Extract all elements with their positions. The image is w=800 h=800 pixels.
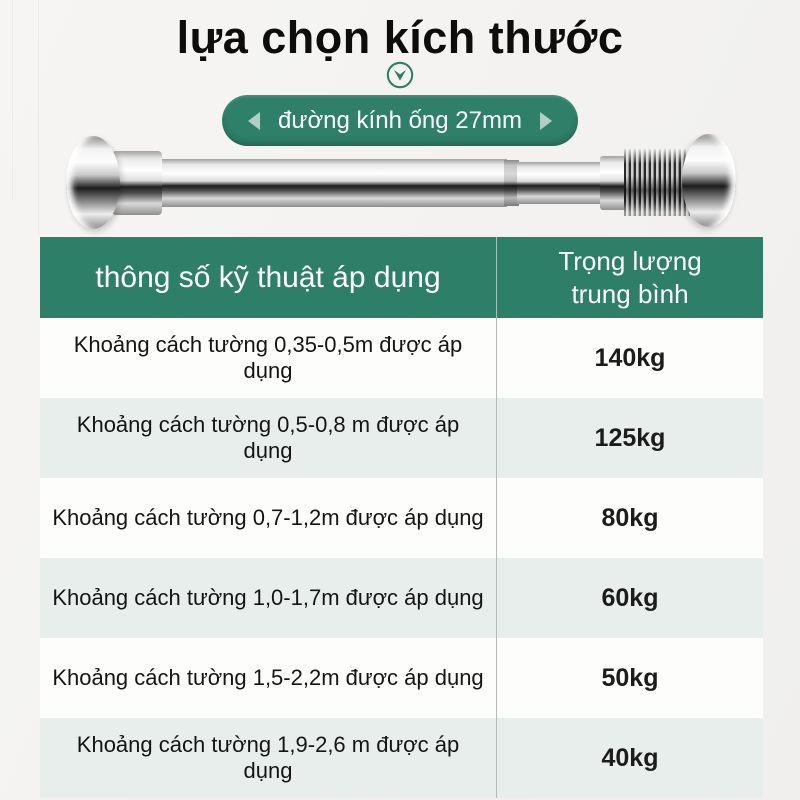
table-header-row — [40, 237, 763, 318]
arrow-left-icon[interactable] — [248, 112, 260, 130]
spec-cell: Khoảng cách tường 0,7-1,2m được áp dụng — [40, 478, 497, 558]
chevron-down-icon — [0, 60, 800, 95]
spec-table — [40, 237, 763, 798]
diameter-badge-label: đường kính ống 27mm — [278, 106, 522, 134]
arrow-right-icon[interactable] — [540, 112, 552, 130]
rod-knurled-adjuster — [624, 149, 690, 216]
rod-left-end-cap — [66, 136, 120, 229]
rod-main-tube — [155, 159, 507, 207]
spec-cell: Khoảng cách tường 1,5-2,2m được áp dụng — [40, 638, 497, 718]
table-row — [40, 638, 763, 718]
weight-cell: 140kg — [594, 343, 666, 372]
table-body — [40, 318, 763, 798]
weight-cell: 50kg — [601, 663, 659, 692]
spec-cell: Khoảng cách tường 1,9-2,6 m được áp dụng — [40, 718, 497, 798]
weight-cell: 60kg — [601, 583, 659, 612]
spec-cell: Khoảng cách tường 0,5-0,8 m được áp dụng — [40, 398, 497, 478]
table-row — [40, 718, 763, 798]
rod-thin-tube — [517, 162, 603, 204]
rod-lock-ring — [600, 156, 626, 210]
weight-cell: 40kg — [601, 743, 659, 772]
table-row — [40, 478, 763, 558]
rod-step-ring — [504, 160, 519, 206]
weight-column-header: Trọng lượng trung bình — [558, 246, 702, 309]
spec-column-header: thông số kỹ thuật áp dụng — [40, 237, 497, 318]
weight-cell: 80kg — [601, 503, 659, 532]
rod-left-collar — [112, 151, 162, 215]
table-row — [40, 318, 763, 398]
rod-right-end-cap — [682, 134, 736, 227]
weight-cell: 125kg — [594, 423, 666, 452]
diameter-badge — [222, 95, 578, 146]
table-row — [40, 558, 763, 638]
spec-cell: Khoảng cách tường 1,0-1,7m được áp dụng — [40, 558, 497, 638]
spec-cell: Khoảng cách tường 0,35-0,5m được áp dụng — [40, 318, 497, 398]
table-row — [40, 398, 763, 478]
page-title: lựa chọn kích thước — [176, 12, 624, 63]
